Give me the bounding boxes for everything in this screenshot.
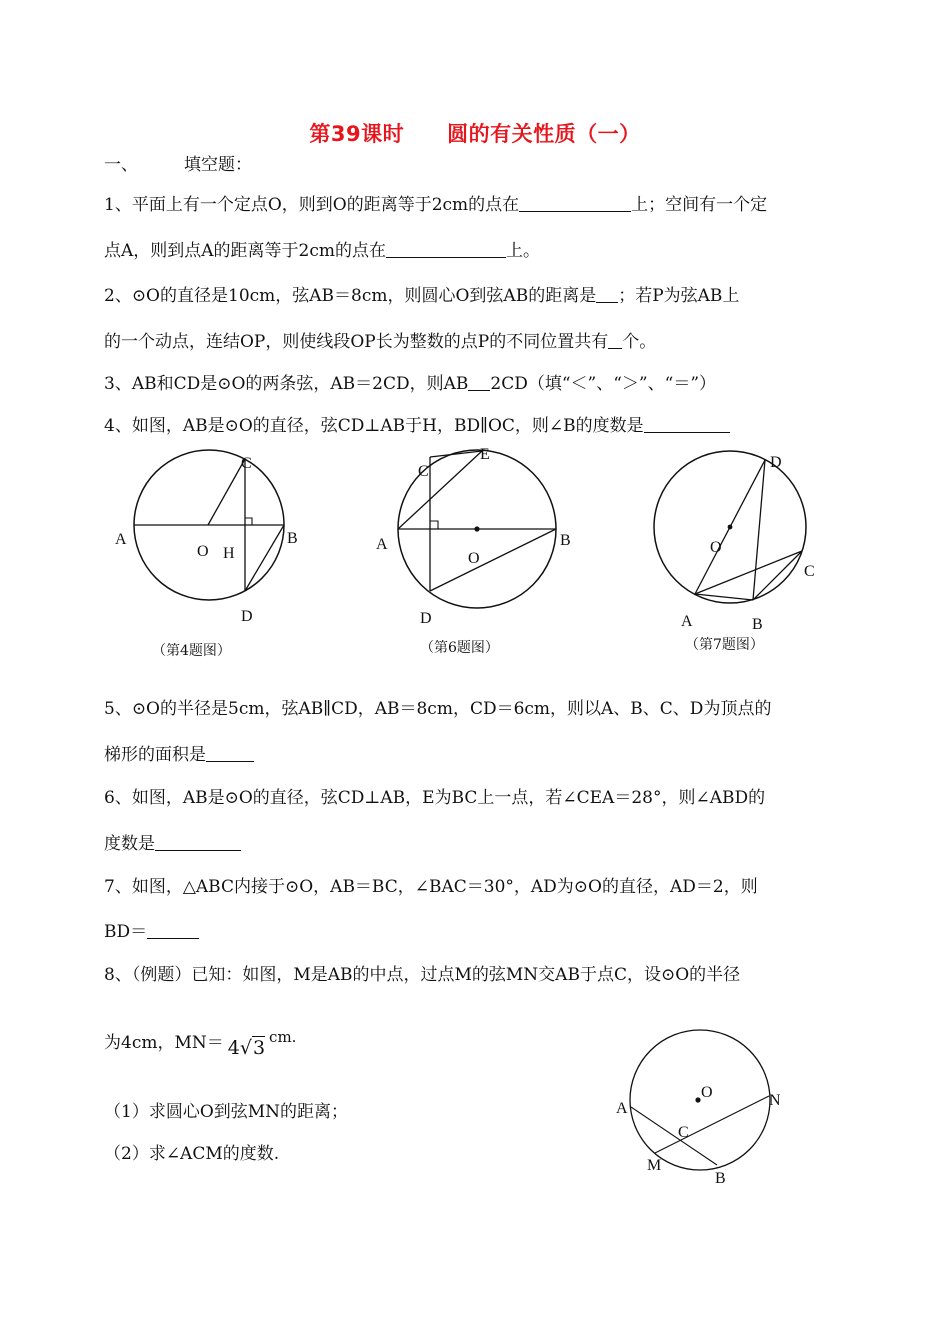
question-8-line-1: 8、（例题）已知：如图，M是AB的中点，过点M的弦MN交AB于点C，设⊙O的半径 (104, 965, 741, 985)
fig7-center-dot (728, 525, 733, 530)
q6-blank[interactable] (155, 834, 241, 851)
q6-text-b: 度数是 (104, 834, 155, 854)
fig4-label-c: C (241, 455, 252, 472)
question-3 (104, 369, 716, 394)
fig7-segment-bc (753, 551, 802, 600)
mn-value-formula: 4√3 (227, 1037, 266, 1059)
q1-text-d: 上。 (506, 241, 541, 261)
fig4-label-d: D (241, 608, 253, 625)
fig6-label-c: C (418, 463, 429, 480)
question-6-line-1: 6、如图，AB是⊙O的直径，弦CD⊥AB，E为BC上一点，若∠CEA＝28°，则∠ABD的 (104, 788, 766, 808)
question-8-line-2 (104, 1028, 296, 1059)
fig7-label-c: C (804, 563, 815, 580)
q2-text-a: 2、⊙O的直径是10cm，弦AB＝8cm，则圆心O到弦AB的距离是 (104, 286, 597, 306)
question-2-line-1 (104, 281, 739, 306)
fig4-label-o: O (197, 543, 209, 560)
q1-blank-1[interactable] (519, 195, 631, 212)
fig8-label-o: O (701, 1084, 713, 1101)
question-5-line-1: 5、⊙O的半径是5cm，弦AB∥CD，AB＝8cm，CD＝6cm，则以A、B、C、D为顶点的 (104, 699, 772, 719)
q3-text-a: 3、AB和CD是⊙O的两条弦，AB＝2CD，则AB (104, 374, 469, 394)
fig6-label-e: E (480, 446, 490, 463)
fig7-segment-bd (753, 460, 765, 600)
fig6-label-o: O (468, 550, 480, 567)
q2-text-c: 的一个动点，连结OP，则使线段OP长为整数的点P的不同位置共有 (104, 332, 609, 352)
fig4-label-b: B (287, 530, 298, 547)
q1-text-a: 1、平面上有一个定点O，则到O的距离等于2cm的点在 (104, 195, 520, 215)
fig7-segment-ac (695, 551, 802, 594)
fig6-segment-bd (430, 529, 556, 591)
fig4-right-angle-mark (245, 518, 252, 525)
q1-text-b: 上；空间有一个定 (631, 195, 768, 215)
figure-7-caption: （第7题图） (685, 637, 764, 653)
fig8-label-b: B (715, 1170, 726, 1187)
q2-blank-1[interactable] (596, 286, 618, 303)
fig7-label-b: B (752, 616, 763, 633)
figure-4-caption: （第4题图） (152, 643, 231, 659)
question-7-line-1: 7、如图，△ABC内接于⊙O，AB＝BC，∠BAC＝30°，AD为⊙O的直径，AD＝2，则 (104, 877, 758, 897)
page-title: 第39课时 圆的有关性质（一） (309, 122, 641, 146)
q2-text-b: ；若P为弦AB上 (618, 286, 740, 306)
figure-4 (105, 450, 325, 634)
question-2-line-2 (104, 327, 656, 352)
fig6-right-angle-mark (430, 521, 438, 529)
fig8-label-c: C (678, 1124, 689, 1141)
q7-text-b: BD＝ (104, 922, 148, 942)
fig8-center-dot (695, 1097, 700, 1102)
question-1-line-1 (104, 190, 767, 215)
question-1-line-2 (104, 236, 540, 261)
fig4-segment-bd (245, 525, 284, 591)
section-label: 填空题： (184, 155, 252, 175)
q4-text: 4、如图，AB是⊙O的直径，弦CD⊥AB于H，BD∥OC，则∠B的度数是 (104, 416, 644, 436)
section-heading (104, 150, 252, 175)
fig4-label-a: A (115, 531, 127, 548)
q5-blank[interactable] (206, 745, 254, 762)
question-8-sub-2: （2）求∠ACM的度数. (104, 1144, 280, 1164)
q1-blank-2[interactable] (386, 241, 506, 258)
fig6-center-dot (474, 526, 479, 531)
q8-text-b: 为4cm，MN＝ (104, 1033, 224, 1053)
fig7-label-o: O (710, 539, 722, 556)
fig4-label-h: H (223, 545, 235, 562)
fig6-segment-ce (430, 451, 482, 457)
question-6-line-2 (104, 829, 241, 854)
q2-text-d: 个。 (622, 332, 657, 352)
question-5-line-2 (104, 740, 254, 765)
q5-text-b: 梯形的面积是 (104, 745, 206, 765)
mn-coefficient: 4 (227, 1037, 240, 1059)
figure-8 (605, 1025, 805, 1199)
fig8-label-a: A (616, 1100, 628, 1117)
figure-6 (370, 445, 590, 634)
fig8-label-m: M (647, 1157, 662, 1174)
fig6-label-d: D (420, 610, 432, 627)
q4-blank[interactable] (644, 416, 730, 433)
mn-radicand: 3 (252, 1037, 266, 1059)
question-8-sub-1: （1）求圆心O到弦MN的距离； (104, 1102, 349, 1122)
question-7-line-2 (104, 917, 199, 942)
fig7-label-a: A (681, 613, 693, 630)
fig8-label-n: N (769, 1092, 781, 1109)
figure-7 (640, 445, 840, 639)
q2-blank-2[interactable] (608, 332, 622, 349)
mn-unit: cm. (269, 1028, 297, 1046)
figure-6-caption: （第6题图） (420, 640, 499, 656)
fig8-chord-ab (631, 1107, 717, 1165)
q3-blank[interactable] (468, 374, 490, 391)
section-number: 一、 (104, 155, 138, 175)
question-4 (104, 411, 730, 436)
q1-text-c: 点A，则到点A的距离等于2cm的点在 (104, 241, 387, 261)
fig8-chord-mn (655, 1096, 769, 1153)
q3-text-b: 2CD（填“＜”、“＞”、“＝”） (490, 374, 717, 394)
fig6-label-b: B (560, 532, 571, 549)
q7-blank[interactable] (147, 922, 199, 939)
fig7-label-d: D (770, 454, 782, 471)
fig6-label-a: A (376, 536, 388, 553)
fig4-segment-oc (208, 459, 245, 525)
fig6-segment-ae (398, 451, 482, 529)
